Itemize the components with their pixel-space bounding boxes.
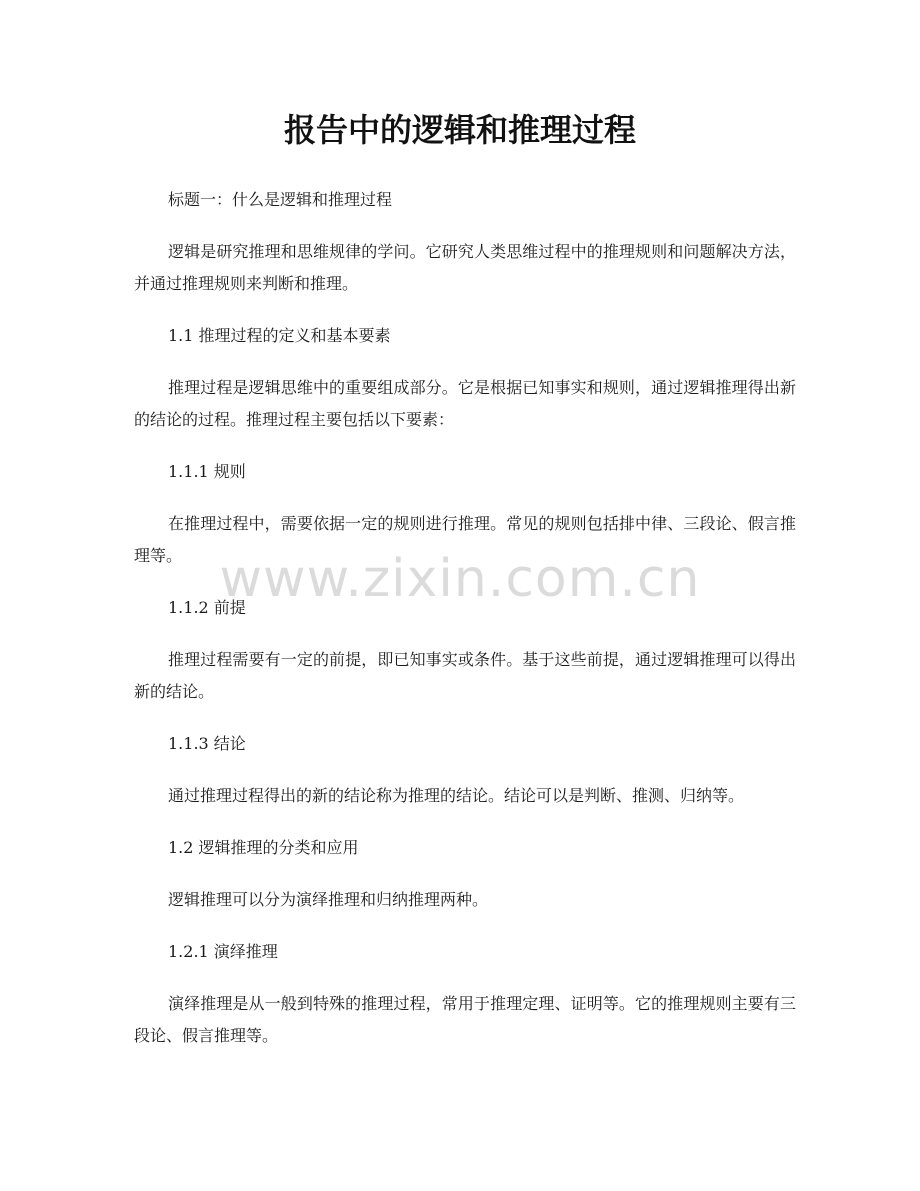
- section-heading: 1.1.2 前提: [168, 598, 246, 617]
- body-paragraph: 推理过程是逻辑思维中的重要组成部分。它是根据已知事实和规则，通过逻辑推理得出新的结论的过程。推理过程主要包括以下要素：: [134, 378, 796, 429]
- section-heading: 标题一：什么是逻辑和推理过程: [168, 190, 393, 209]
- section-heading: 1.2.1 演绎推理: [168, 942, 278, 961]
- section-heading: 1.1 推理过程的定义和基本要素: [168, 326, 391, 345]
- body-paragraph: 逻辑推理可以分为演绎推理和归纳推理两种。: [168, 890, 489, 909]
- section-heading: 1.1.1 规则: [168, 462, 246, 481]
- watermark-text: www.zixin.com.cn: [219, 549, 701, 609]
- body-paragraph: 演绎推理是从一般到特殊的推理过程，常用于推理定理、证明等。它的推理规则主要有三段论、假言推理等。: [134, 994, 796, 1045]
- document-body: [134, 184, 796, 1072]
- body-paragraph: 逻辑是研究推理和思维规律的学问。它研究人类思维过程中的推理规则和问题解决方法，并通过推理规则来判断和推理。: [134, 242, 796, 293]
- body-paragraph: 推理过程需要有一定的前提，即已知事实或条件。基于这些前提，通过逻辑推理可以得出新的结论。: [134, 650, 796, 701]
- section-heading: 1.2 逻辑推理的分类和应用: [168, 838, 359, 857]
- body-paragraph: 通过推理过程得出的新的结论称为推理的结论。结论可以是判断、推测、归纳等。: [168, 786, 745, 805]
- section-heading: 1.1.3 结论: [168, 734, 246, 753]
- document-title: 报告中的逻辑和推理过程: [283, 111, 636, 149]
- body-paragraph: 在推理过程中，需要依据一定的规则进行推理。常见的规则包括排中律、三段论、假言推理等。: [134, 514, 796, 565]
